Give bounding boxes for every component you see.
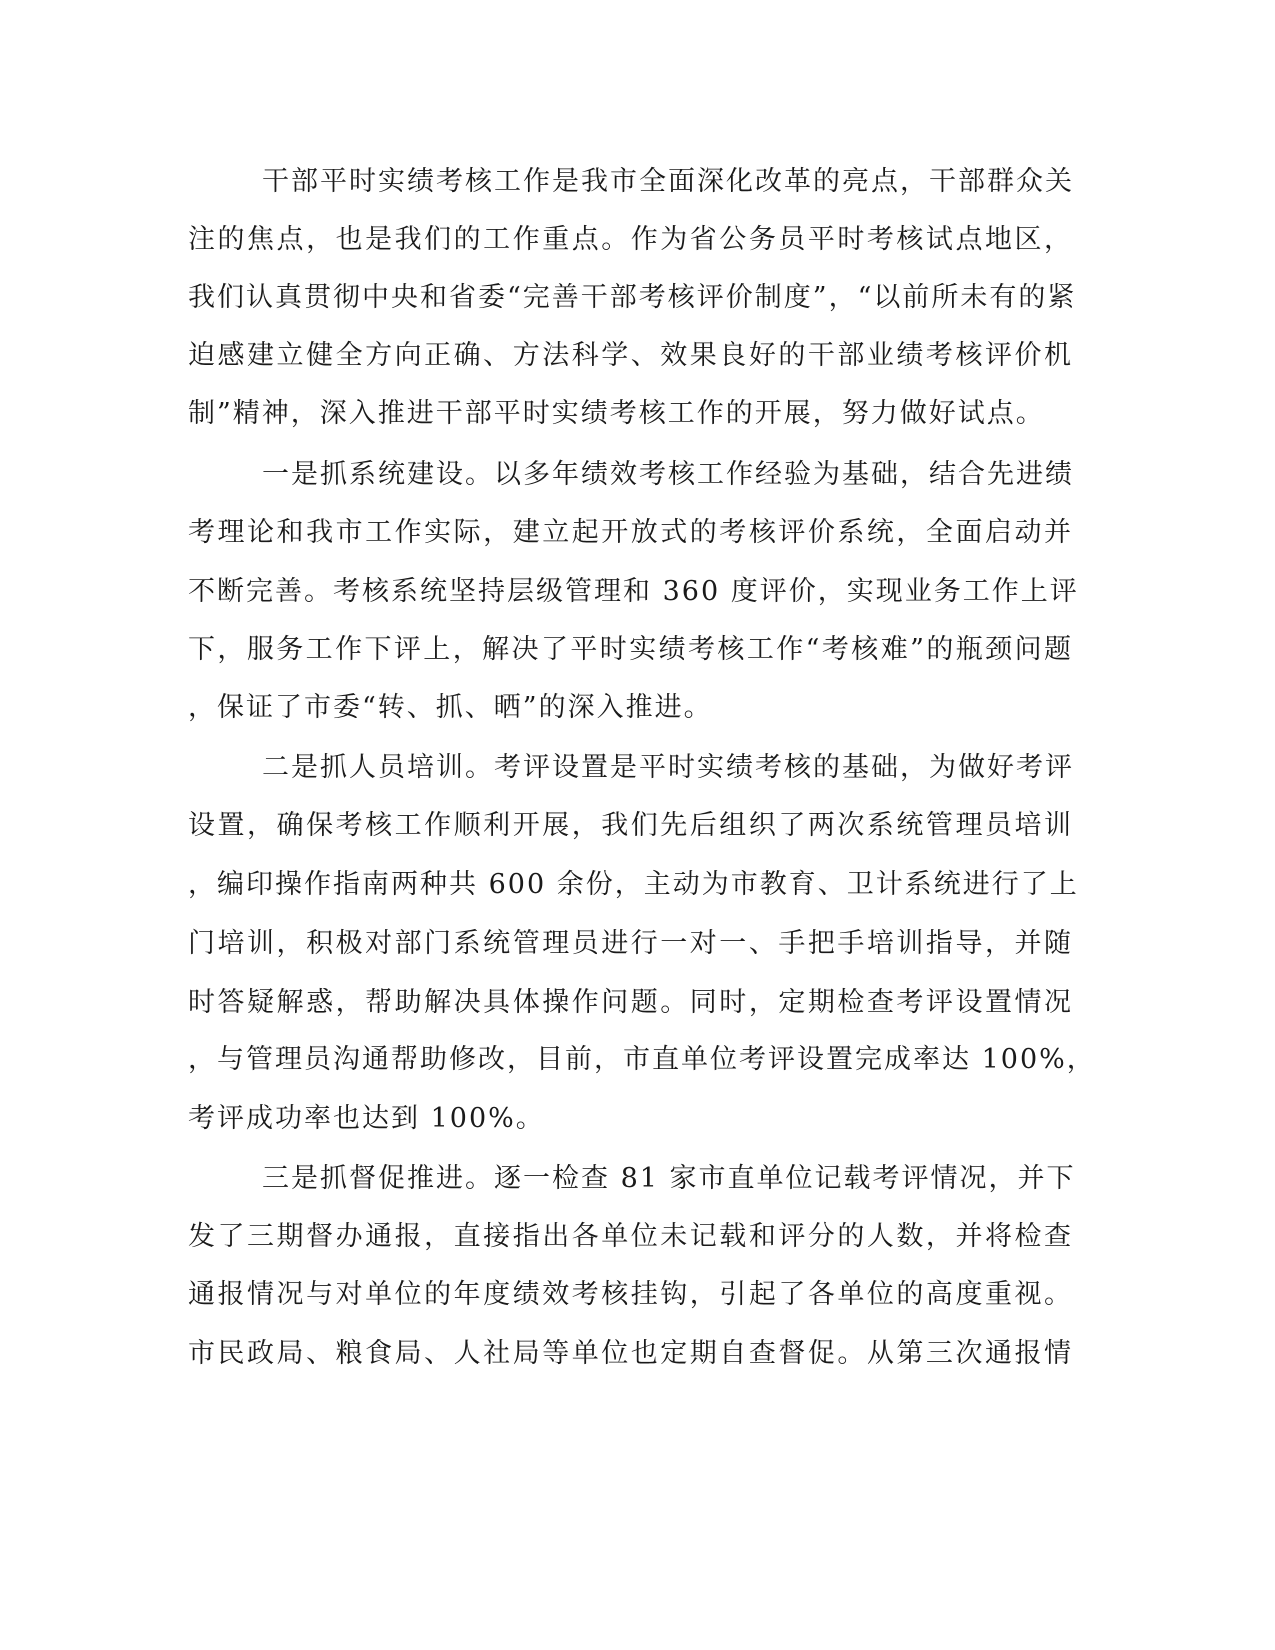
paragraph-4-line-4: 市民政局、粮食局、人社局等单位也定期自查督促。从第三次通报情 <box>188 1338 1073 1369</box>
paragraph-3-line-5: 时答疑解惑，帮助解决具体操作问题。同时，定期检查考评设置情况 <box>188 987 1073 1018</box>
paragraph-1-line-5: 制”精神，深入推进干部平时实绩考核工作的开展，努力做好试点。 <box>188 398 1045 429</box>
paragraph-4-line-1: 三是抓督促推进。逐一检查 81 家市直单位记载考评情况，并下 <box>262 1163 1076 1194</box>
paragraph-3-line-1: 二是抓人员培训。考评设置是平时实绩考核的基础，为做好考评 <box>262 752 1074 783</box>
paragraph-1-line-1: 干部平时实绩考核工作是我市全面深化改革的亮点，干部群众关 <box>262 166 1074 197</box>
paragraph-1-line-4: 迫感建立健全方向正确、方法科学、效果良好的干部业绩考核评价机 <box>188 340 1073 371</box>
paragraph-2-line-4: 下，服务工作下评上，解决了平时实绩考核工作“考核难”的瓶颈问题 <box>188 634 1073 665</box>
paragraph-3-line-4: 门培训，积极对部门系统管理员进行一对一、手把手培训指导，并随 <box>188 928 1073 959</box>
paragraph-1-line-3: 我们认真贯彻中央和省委“完善干部考核评价制度”，“以前所未有的紧 <box>188 282 1077 313</box>
paragraph-2-line-1: 一是抓系统建设。以多年绩效考核工作经验为基础，结合先进绩 <box>262 459 1074 490</box>
paragraph-3-line-2: 设置，确保考核工作顺利开展，我们先后组织了两次系统管理员培训 <box>188 810 1073 841</box>
paragraph-3-line-3: ，编印操作指南两种共 600 余份，主动为市教育、卫计系统进行了上 <box>188 869 1079 900</box>
paragraph-3-line-6: ，与管理员沟通帮助修改，目前，市直单位考评设置完成率达 100%， <box>188 1044 1096 1075</box>
paragraph-2-line-3: 不断完善。考核系统坚持层级管理和 360 度评价，实现业务工作上评 <box>188 576 1079 607</box>
paragraph-1-line-2: 注的焦点，也是我们的工作重点。作为省公务员平时考核试点地区， <box>188 224 1073 255</box>
paragraph-4-line-3: 通报情况与对单位的年度绩效考核挂钩，引起了各单位的高度重视。 <box>188 1279 1073 1310</box>
paragraph-4-line-2: 发了三期督办通报，直接指出各单位未记载和评分的人数，并将检查 <box>188 1221 1073 1252</box>
paragraph-3-line-7: 考评成功率也达到 100%。 <box>188 1103 545 1134</box>
paragraph-2-line-2: 考理论和我市工作实际，建立起开放式的考核评价系统，全面启动并 <box>188 517 1073 548</box>
paragraph-2-line-5: ，保证了市委“转、抓、晒”的深入推进。 <box>188 692 713 723</box>
